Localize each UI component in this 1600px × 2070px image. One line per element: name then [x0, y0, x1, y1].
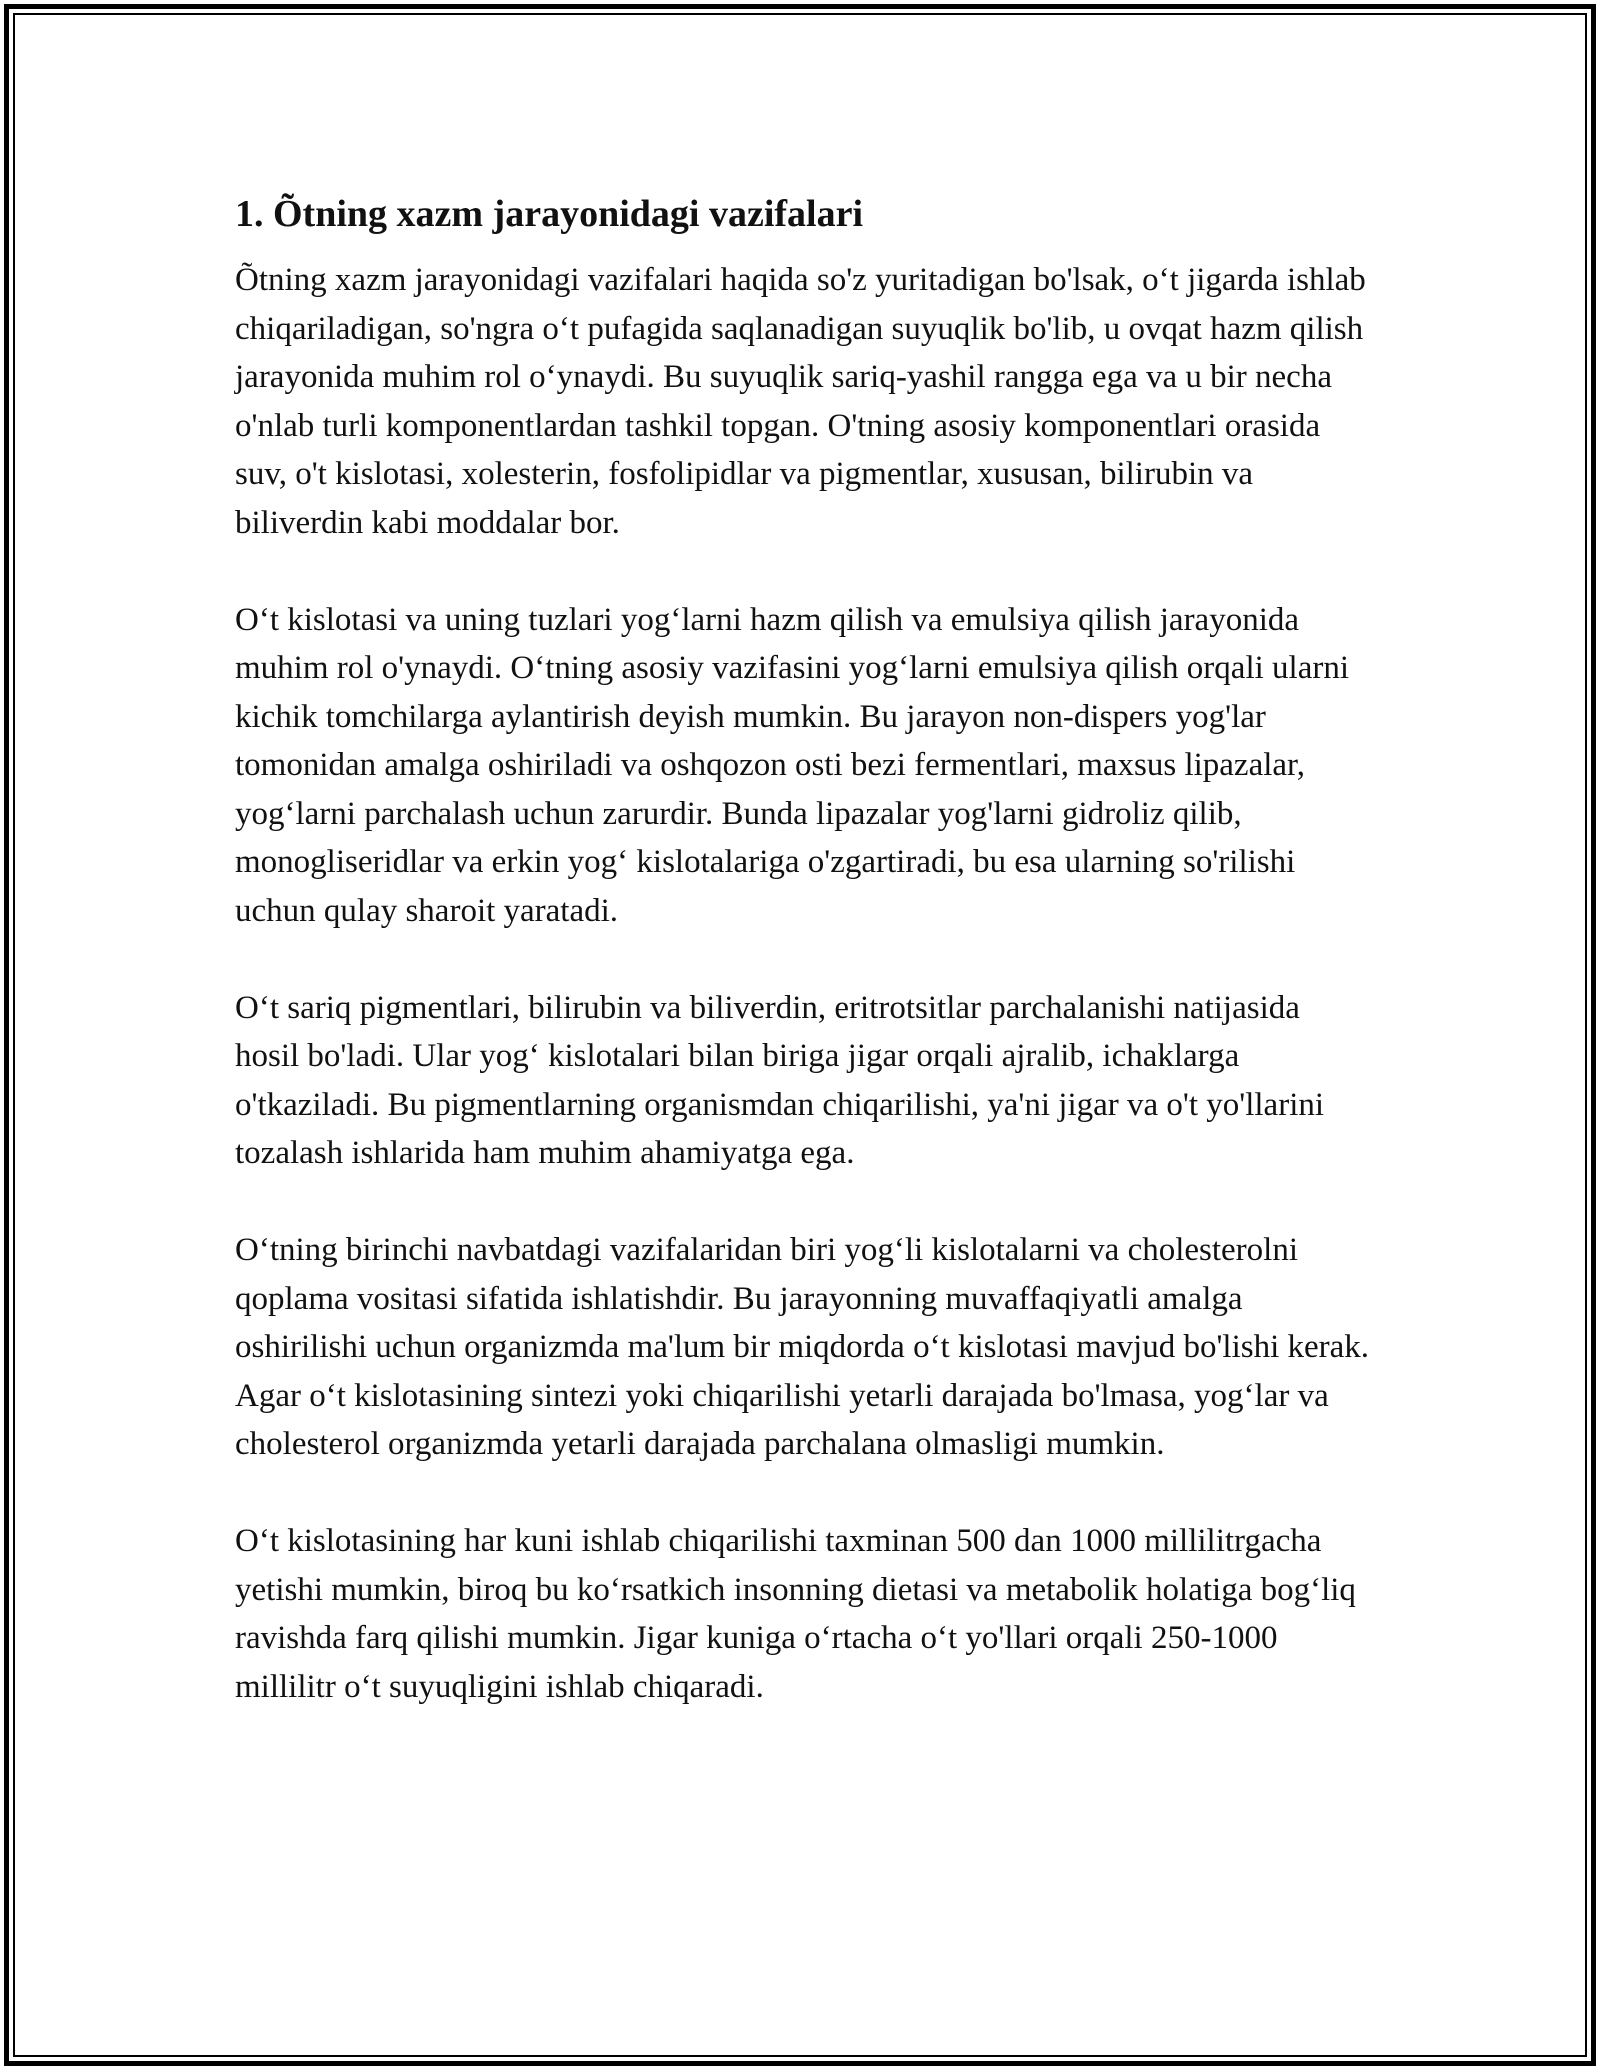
document-body	[235, 186, 1370, 1760]
paragraph-2: O‘t kislotasi va uning tuzlari yog‘larni hazm qilish va emulsiya qilish jarayonida muhim rol o'ynaydi. O‘tning asosiy vazifasini yog‘larni emulsiya qilish orqali ularni kichik tomchilarga aylantirish deyish mumkin. Bu jarayon non-dispers yog'lar tomonidan amalga oshiriladi va oshqozon osti bezi fermentlari, maxsus lipazalar, yog‘larni parchalash uchun zarurdir. Bunda lipazalar yog'larni gidroliz qilib, monogliseridlar va erkin yog‘ kislotalariga o'zgartiradi, bu esa ularning so'rilishi uchun qulay sharoit yaratadi.	[235, 601, 1350, 929]
paragraph-5: O‘t kislotasining har kuni ishlab chiqarilishi taxminan 500 dan 1000 millilitrgacha yetishi mumkin, biroq bu ko‘rsatkich insonning dietasi va metabolik holatiga bog‘liq ravishda farq qilishi mumkin. Jigar kuniga o‘rtacha o‘t yo'llari orqali 250-1000 millilitr o‘t suyuqligini ishlab chiqaradi.	[235, 1523, 1356, 1705]
paragraph-1: Õtning xazm jarayonidagi vazifalari haqida so'z yuritadigan bo'lsak, o‘t jigarda ishlab chiqariladigan, so'ngra o‘t pufagida saqlanadigan suyuqlik bo'lib, u ovqat hazm qilish jarayonida muhim rol o‘ynaydi. Bu suyuqlik sariq-yashil rangga ega va u bir necha o'nlab turli komponentlardan tashkil topgan. O'tning asosiy komponentlari orasida suv, o't kislotasi, xolesterin, fosfolipidlar va pigmentlar, xususan, bilirubin va biliverdin kabi moddalar bor.	[235, 262, 1366, 541]
paragraph-3: O‘t sariq pigmentlari, bilirubin va biliverdin, eritrotsitlar parchalanishi natijasida hosil bo'ladi. Ular yog‘ kislotalari bilan biriga jigar orqali ajralib, ichaklarga o'tkaziladi. Bu pigmentlarning organismdan chiqarilishi, ya'ni jigar va o't yo'llarini tozalash ishlarida ham muhim ahamiyatga ega.	[235, 989, 1325, 1171]
paragraph-4: O‘tning birinchi navbatdagi vazifalaridan biri yog‘li kislotalarni va cholesterolni qoplama vositasi sifatida ishlatishdir. Bu jarayonning muvaffaqiyatli amalga oshirilishi uchun organizmda ma'lum bir miqdorda o‘t kislotasi mavjud bo'lishi kerak. Agar o‘t kislotasining sintezi yoki chiqarilishi yetarli darajada bo'lmasa, yog‘lar va cholesterol organizmda yetarli darajada parchalana olmasligi mumkin.	[235, 1232, 1370, 1462]
section-heading: 1. Õtning xazm jarayonidagi vazifalari	[235, 193, 864, 235]
